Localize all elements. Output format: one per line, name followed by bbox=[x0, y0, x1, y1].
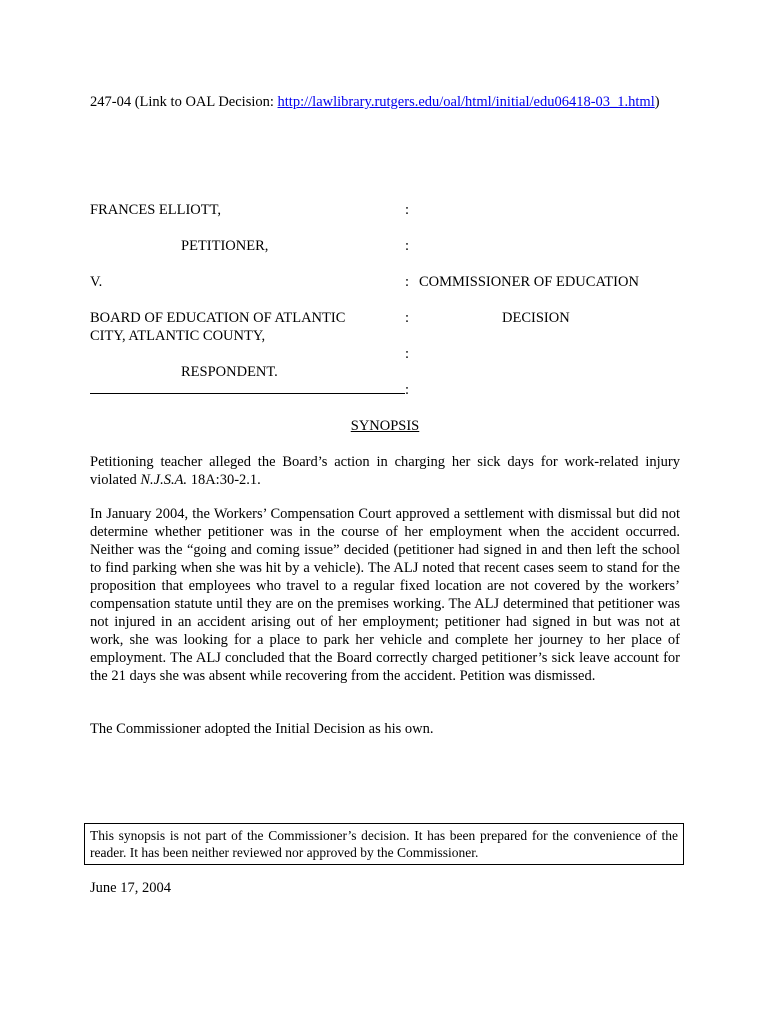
respondent-name-line2: CITY, ATLANTIC COUNTY, bbox=[90, 328, 266, 344]
synopsis-paragraph-1 bbox=[90, 453, 680, 489]
caption-colon: : bbox=[405, 382, 410, 398]
petitioner-name: FRANCES ELLIOTT, bbox=[90, 202, 222, 218]
synopsis-paragraph-3: The Commissioner adopted the Initial Decision as his own. bbox=[90, 721, 434, 737]
header-suffix: ) bbox=[654, 94, 660, 110]
document-header bbox=[90, 93, 660, 111]
respondent-role: RESPONDENT. bbox=[181, 364, 278, 380]
caption-colon: : bbox=[405, 346, 410, 362]
synopsis-paragraph-2: In January 2004, the Workers’ Compensation Court approved a settlement with dismissal but did not determine whether petitioner was in the course of her employment when the accident occurred. Neither was the “going and coming issue” decided (petitioner had signed in and then left the school to find parking when she was hit by a vehicle). The ALJ noted that recent cases seem to stand for the proposition that employees who travel to a regular fixed location are not covered by the workers’ compensation statute until they are on the premises working. The ALJ determined that petitioner was not injured in an accident arising out of her employment; petitioner had signed in but was not at work, she was looking for a place to park her vehicle and complete her journey to her place of employment. The ALJ concluded that the Board correctly charged petitioner’s sick leave account for the 21 days she was absent while recovering from the accident. Petition was dismissed. bbox=[90, 506, 680, 684]
versus-label: V. bbox=[90, 274, 103, 290]
decision-date: June 17, 2004 bbox=[90, 880, 171, 896]
court-title: COMMISSIONER OF EDUCATION bbox=[419, 274, 639, 290]
petitioner-role: PETITIONER, bbox=[181, 238, 269, 254]
para1-text-end: 18A:30-2.1. bbox=[187, 472, 261, 488]
caption-colon: : bbox=[405, 274, 410, 290]
statute-citation: N.J.S.A. bbox=[140, 472, 188, 488]
caption-colon: : bbox=[405, 202, 410, 218]
oal-decision-link[interactable]: http://lawlibrary.rutgers.edu/oal/html/initial/edu06418-03_1.html bbox=[277, 94, 655, 110]
synopsis-title: SYNOPSIS bbox=[350, 418, 420, 434]
header-prefix: 247-04 (Link to OAL Decision: bbox=[90, 94, 278, 110]
respondent-name-line1: BOARD OF EDUCATION OF ATLANTIC bbox=[90, 310, 346, 326]
caption-rule bbox=[90, 393, 405, 394]
caption-colon: : bbox=[405, 310, 410, 326]
disclaimer-box: This synopsis is not part of the Commissioner’s decision. It has been prepared for the convenience of the reader. It has been neither reviewed nor approved by the Commissioner. bbox=[84, 823, 684, 865]
para1-text: Petitioning teacher alleged the Board’s action in charging her sick days for work-related injury violated bbox=[90, 454, 680, 488]
caption-colon: : bbox=[405, 238, 410, 254]
decision-title: DECISION bbox=[502, 310, 570, 326]
